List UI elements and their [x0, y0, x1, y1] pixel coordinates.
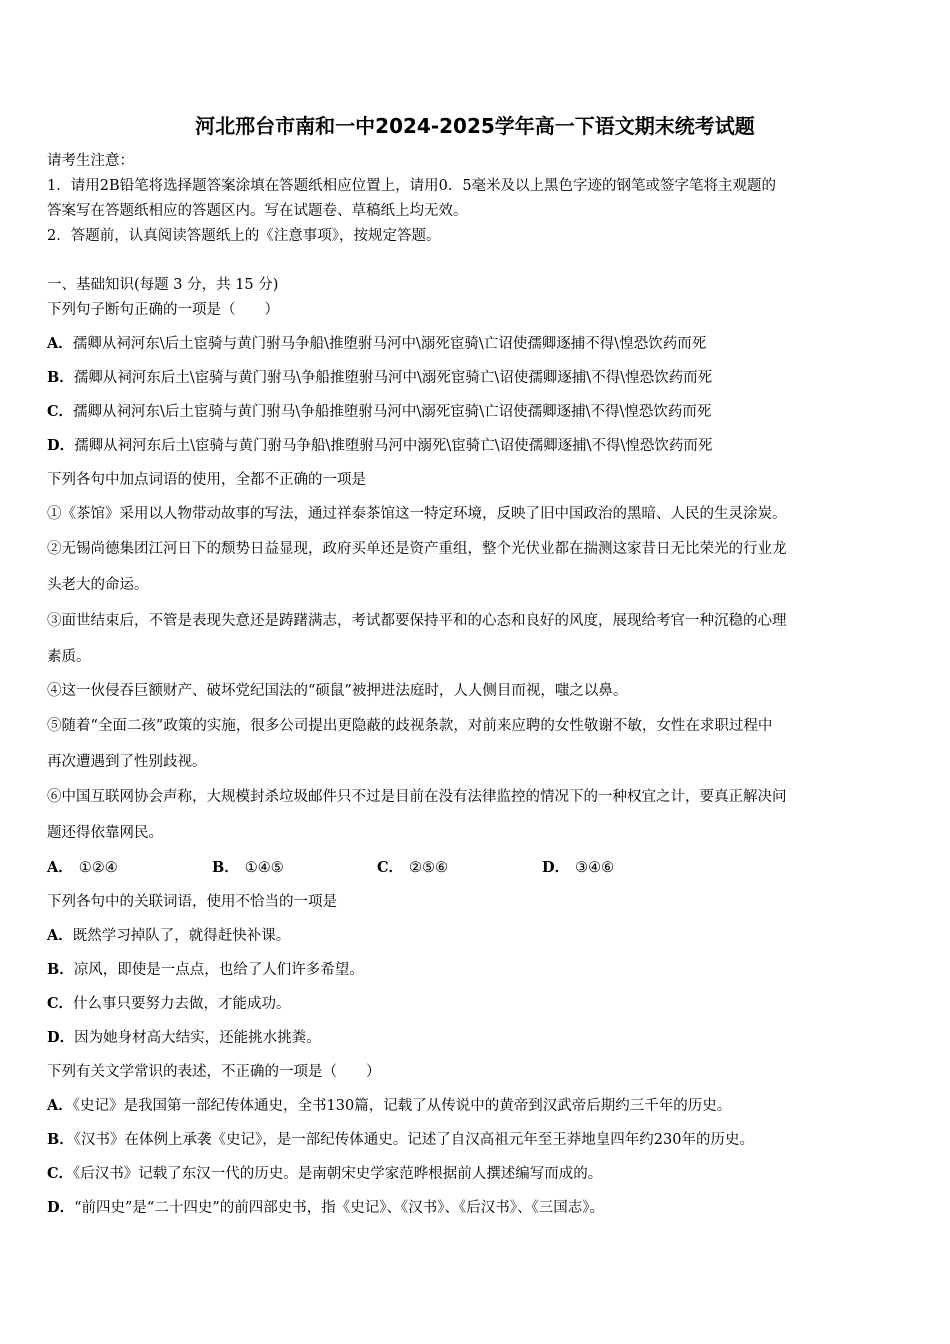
- option-label: C．: [47, 403, 74, 420]
- option-text: 孺卿从祠河东\后土宦骑与黄门驸马争船\推堕驸马河中\溺死宦骑\亡诏使孺卿逐捕不得\惶恐饮药而死: [72, 336, 707, 352]
- option-text: “前四史”是“二十四史”的前四部史书，指《史记》、《汉书》、《后汉书》、《三国志》。: [74, 1200, 604, 1216]
- option-text: 孺卿从祠河东\后土宦骑与黄门驸马\争船推堕驸马河中\溺死宦骑\亡诏使孺卿逐捕\不得\惶恐饮药而死: [73, 404, 712, 420]
- q4-option-b: [47, 1129, 754, 1151]
- q2-sentence-3a: ③面世结束后，不管是表现失意还是踌躇满志，考试都要保持平和的心态和良好的风度，展现给考官一种沉稳的心理: [47, 613, 787, 629]
- q2-sentence-5a: ⑤随着“全面二孩”政策的实施，很多公司提出更隐蔽的歧视条款，对前来应聘的女性敬谢不敏，女性在求职过程中: [47, 718, 773, 734]
- q1-option-b: [47, 367, 712, 389]
- q4-stem: 下列有关文学常识的表述，不正确的一项是（ ）: [47, 1064, 381, 1080]
- option-label: A．: [47, 335, 73, 352]
- option-label: A．: [47, 927, 73, 944]
- option-label: A．: [47, 1097, 73, 1114]
- choice-text: ①④⑤: [244, 860, 284, 876]
- q1-stem: 下列句子断句正确的一项是（ ）: [47, 302, 279, 318]
- option-label: D．: [47, 437, 75, 454]
- option-text: 《史记》是我国第一部纪传体通史，全书130篇，记载了从传说中的黄帝到汉武帝后期约三千年的历史。: [72, 1098, 732, 1114]
- option-text: 《汉书》在体例上承袭《史记》，是一部纪传体通史。记述了自汉高祖元年至王莽地皇四年约230年的历史。: [73, 1132, 754, 1148]
- q2-sentence-6a: ⑥中国互联网协会声称，大规模封杀垃圾邮件只不过是目前在没有法律监控的情况下的一种权宜之计，要真正解决问: [47, 789, 787, 805]
- q3-stem: 下列各句中的关联词语，使用不恰当的一项是: [47, 894, 337, 910]
- option-text: 什么事只要努力去做，才能成功。: [73, 996, 291, 1012]
- notice-item-1b: 答案写在答题纸相应的答题区内。写在试题卷、草稿纸上均无效。: [47, 203, 468, 219]
- q3-option-b: [47, 959, 364, 981]
- q2-sentence-5b: 再次遭遇到了性别歧视。: [47, 754, 207, 770]
- q2-sentence-3b: 素质。: [47, 649, 91, 665]
- notice-item-1a: 1．请用2B铅笔将选择题答案涂填在答题纸相应位置上，请用0．5毫米及以上黑色字迹的钢笔或签字笔将主观题的: [47, 178, 777, 194]
- choice-text: ②⑤⑥: [409, 860, 449, 876]
- q3-option-a: [47, 925, 290, 947]
- q2-sentence-2b: 头老大的命运。: [47, 577, 149, 593]
- option-text: 因为她身材高大结实，还能挑水挑粪。: [74, 1030, 321, 1046]
- q1-option-d: [47, 435, 712, 457]
- exam-title: 河北邢台市南和一中2024-2025学年高一下语文期末统考试题: [195, 114, 755, 138]
- q2-sentence-2a: ②无锡尚德集团江河日下的颓势日益显现，政府买单还是资产重组，整个光伏业都在揣测这家昔日无比荣光的行业龙: [47, 541, 787, 557]
- option-label: B．: [47, 369, 74, 386]
- option-label: C．: [47, 1165, 74, 1182]
- option-label: D．: [47, 1029, 75, 1046]
- q2-choice-a: [47, 857, 118, 879]
- option-text: 《后汉书》记载了东汉一代的历史。是南朝宋史学家范晔根据前人撰述编写而成的。: [73, 1166, 603, 1182]
- choice-label: A．: [47, 859, 73, 876]
- notice-heading: 请考生注意：: [47, 153, 134, 169]
- option-text: 既然学习掉队了，就得赶快补课。: [72, 928, 291, 944]
- q2-choice-b: [212, 857, 284, 879]
- q2-sentence-4: ④这一伙侵吞巨额财产、破坏党纪国法的“硕鼠”被押进法庭时，人人侧目而视，嗤之以鼻。: [47, 683, 628, 699]
- q2-choice-c: [377, 857, 448, 879]
- choice-label: B．: [212, 859, 239, 876]
- q1-option-a: [47, 333, 706, 355]
- option-label: B．: [47, 961, 74, 978]
- option-text: 凉风，即使是一点点，也给了人们许多希望。: [73, 962, 364, 978]
- option-label: B．: [47, 1131, 74, 1148]
- q4-option-a: [47, 1095, 731, 1117]
- choice-text: ①②④: [78, 860, 118, 876]
- option-label: D．: [47, 1199, 75, 1216]
- choice-label: D．: [542, 859, 570, 876]
- option-text: 孺卿从祠河东后土\宦骑与黄门驸马争船\推堕驸马河中溺死\宦骑亡\诏使孺卿逐捕\不得\惶恐饮药而死: [74, 438, 713, 454]
- option-text: 孺卿从祠河东后土\宦骑与黄门驸马\争船推堕驸马河中\溺死宦骑亡\诏使孺卿逐捕\不得\惶恐饮药而死: [73, 370, 713, 386]
- q2-stem: 下列各句中加点词语的使用，全都不正确的一项是: [47, 472, 366, 488]
- section-heading: 一、基础知识(每题 3 分，共 15 分): [47, 277, 279, 293]
- notice-item-2: 2．答题前，认真阅读答题纸上的《注意事项》，按规定答题。: [47, 228, 441, 244]
- q3-option-d: [47, 1027, 321, 1049]
- q3-option-c: [47, 993, 291, 1015]
- choice-label: C．: [377, 859, 404, 876]
- q4-option-d: [47, 1197, 604, 1219]
- q2-sentence-1: ①《茶馆》采用以人物带动故事的写法，通过祥泰茶馆这一特定环境，反映了旧中国政治的黑暗、人民的生灵涂炭。: [47, 506, 787, 522]
- option-label: C．: [47, 995, 74, 1012]
- q2-choice-d: [542, 857, 614, 879]
- q1-option-c: [47, 401, 711, 423]
- choice-text: ③④⑥: [575, 860, 615, 876]
- q4-option-c: [47, 1163, 602, 1185]
- q2-sentence-6b: 题还得依靠网民。: [47, 825, 163, 841]
- q2-choices: [47, 857, 747, 879]
